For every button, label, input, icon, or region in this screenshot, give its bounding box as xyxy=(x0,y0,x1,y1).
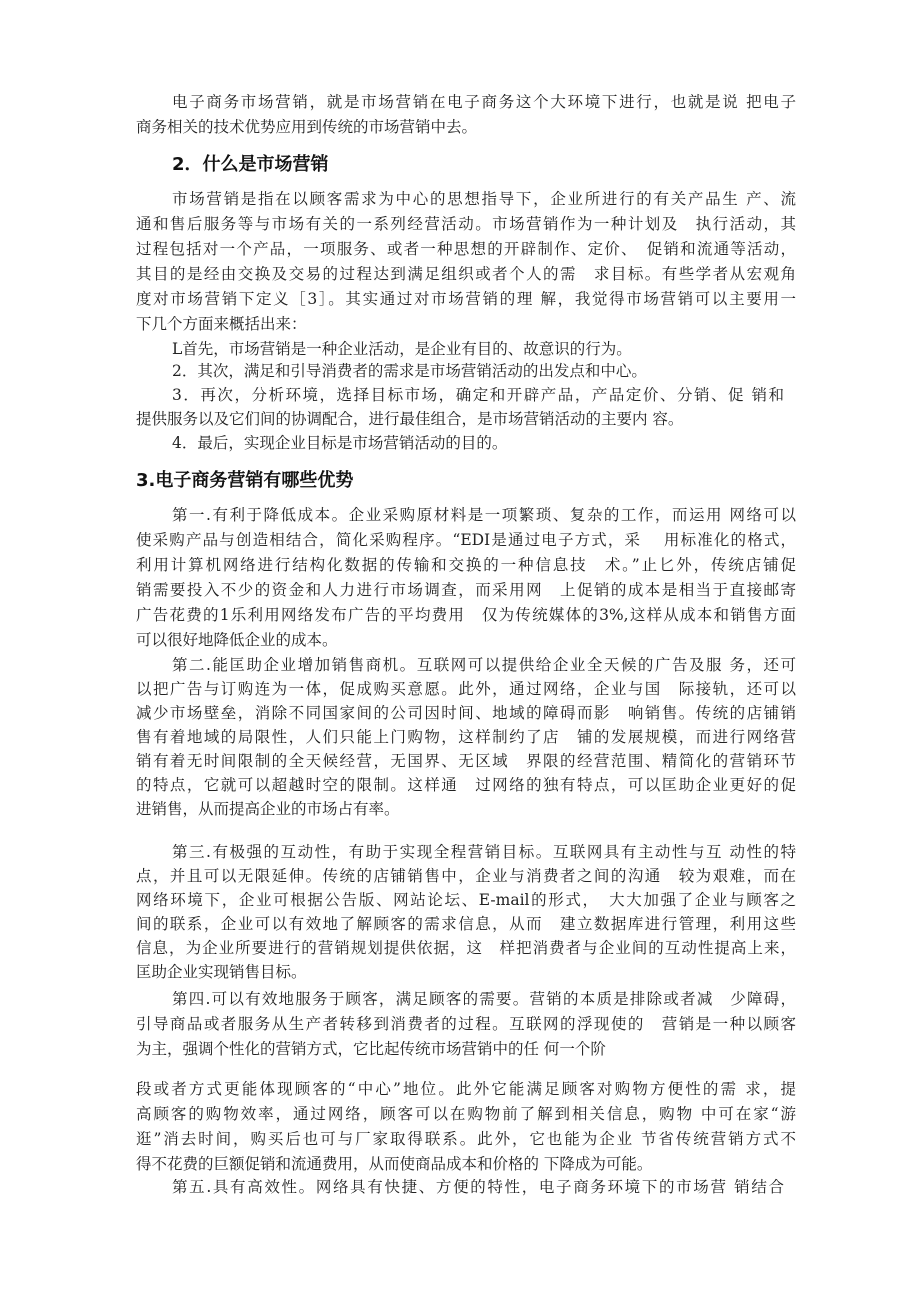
advantage-2-line: 进销售，从而提高企业的市场占有率。 xyxy=(136,800,400,818)
advantage-2-line: 销有着无时间限制的全天候经营，无国界、无区域 界限的经营范围、精简化的营销环节 xyxy=(136,752,796,770)
advantage-4-continued-line: 高顾客的购物效率，通过网络，顾客可以在购物前了解到相关信息，购物 中可在家“游 xyxy=(136,1105,796,1123)
advantage-1-line: 利用计算机网络进行结构化数据的传输和交换的一种信息技 术。”止匕外，传统店铺促 xyxy=(136,556,796,574)
list-item-third: 提供服务以及它们间的协调配合，进行最佳组合，是市场营销活动的主要内 容。 xyxy=(136,410,684,428)
advantage-4-continued-line: 段或者方式更能体现顾客的“中心”地位。此外它能满足顾客对购物方便性的需 求，提 xyxy=(136,1080,796,1098)
definition-line: 市场营销是指在以顾客需求为中心的思想指导下，企业所进行的有关产品生 产、流 xyxy=(172,190,796,208)
list-item-third: 3．再次，分析环境，选择目标市场，确定和开辟产品，产品定价、分销、促 销和 xyxy=(172,386,784,404)
definition-line: 下几个方面来概括出来： xyxy=(136,315,307,333)
advantage-4-line: 第四.可以有效地服务于顾客，满足顾客的需要。营销的本质是排除或者减 少障碍， xyxy=(172,990,796,1008)
section-heading-2: 2．什么是市场营销 xyxy=(172,154,329,175)
advantage-2-line: 以把广告与订购连为一体，促成购买意愿。此外，通过网络，企业与国 际接轨，还可以 xyxy=(136,680,796,698)
advantage-1-line: 第一.有利于降低成本。企业采购原材料是一项繁琐、复杂的工作，而运用 网络可以 xyxy=(172,506,796,524)
advantage-1-line: 广告花费的1乐利用网络发布广告的平均费用 仅为传统媒体的3%,这样从成本和销售方面 xyxy=(136,606,796,624)
intro-line: 电子商务市场营销，就是市场营销在电子商务这个大环境下进行，也就是说 把电子 xyxy=(172,93,796,111)
advantage-3-line: 信息，为企业所要进行的营销规划提供依据，这 样把消费者与企业间的互动性提高上来， xyxy=(136,939,796,957)
definition-line: 过程包括对一个产品，一项服务、或者一种思想的开辟制作、定价、 促销和流通等活动， xyxy=(136,240,796,258)
definition-line: 其目的是经由交换及交易的过程达到满足组织或者个人的需 求目标。有些学者从宏观角 xyxy=(136,265,796,283)
definition-line: 通和售后服务等与市场有关的一系列经营活动。市场营销作为一种计划及 执行活动，其 xyxy=(136,215,796,233)
advantage-4-line: 引导商品或者服务从生产者转移到消费者的过程。互联网的浮现使的 营销是一种以顾客 xyxy=(136,1015,796,1033)
advantage-1-line: 销需要投入不少的资金和人力进行市场调查，而采用网 上促销的成本是相当于直接邮寄 xyxy=(136,581,796,599)
definition-line: 度对市场营销下定义［3］。其实通过对市场营销的理 解，我觉得市场营销可以主要用一 xyxy=(136,290,796,308)
advantage-3-line: 第三.有极强的互动性，有助于实现全程营销目标。互联网具有主动性与互 动性的特 xyxy=(172,843,796,861)
advantage-2-line: 的特点，它就可以超越时空的限制。这样通 过网络的独有特点，可以匡助企业更好的促 xyxy=(136,776,796,794)
advantage-3-line: 点，并且可以无限延伸。传统的店铺销售中，企业与消费者之间的沟通 较为艰难，而在 xyxy=(136,867,796,885)
advantage-4-continued-line: 得不花费的巨额促销和流通费用，从而使商品成本和价格的 下降成为可能。 xyxy=(136,1155,653,1173)
advantage-2-line: 售有着地域的局限性，人们只能上门购物，这样制约了店 铺的发展规模，而进行网络营 xyxy=(136,728,796,746)
section-heading-3: 3.电子商务营销有哪些优势 xyxy=(136,470,354,491)
advantage-2-line: 第二.能匡助企业增加销售商机。互联网可以提供给企业全天候的广告及服 务，还可 xyxy=(172,656,796,674)
advantage-4-line: 为主，强调个性化的营销方式，它比起传统市场营销中的任 何一个阶 xyxy=(136,1040,606,1058)
list-item-second: 2．其次，满足和引导消费者的需求是市场营销活动的出发点和中心。 xyxy=(172,362,647,380)
advantage-3-line: 匡助企业实现销售目标。 xyxy=(136,963,307,981)
advantage-3-line: 间的联系，企业可以有效地了解顾客的需求信息，从而 建立数据库进行管理，利用这些 xyxy=(136,915,796,933)
list-item-fourth: 4．最后，实现企业目标是市场营销活动的目的。 xyxy=(172,434,508,452)
advantage-5-line: 第五.具有高效性。网络具有快捷、方便的特性，电子商务环境下的市场营 销结合 xyxy=(172,1178,784,1196)
advantage-2-line: 减少市场壁垒，消除不同国家间的公司因时间、地域的障碍而影 响销售。传统的店铺销 xyxy=(136,704,796,722)
advantage-1-line: 使采购产品与创造相结合，简化采购程序。“EDI是通过电子方式，采 用标准化的格式， xyxy=(136,531,796,549)
advantage-3-line: 网络环境下，企业可根据公告版、网站论坛、E-mail的形式， 大大加强了企业与顾客之 xyxy=(136,891,796,909)
advantage-1-line: 可以很好地降低企业的成本。 xyxy=(136,631,338,649)
list-item-first: L首先，市场营销是一种企业活动，是企业有目的、故意识的行为。 xyxy=(172,340,632,358)
intro-line: 商务相关的技术优势应用到传统的市场营销中去。 xyxy=(136,118,478,136)
advantage-4-continued-line: 逛”消去时间，购买后也可与厂家取得联系。此外，它也能为企业 节省传统营销方式不 xyxy=(136,1130,796,1148)
